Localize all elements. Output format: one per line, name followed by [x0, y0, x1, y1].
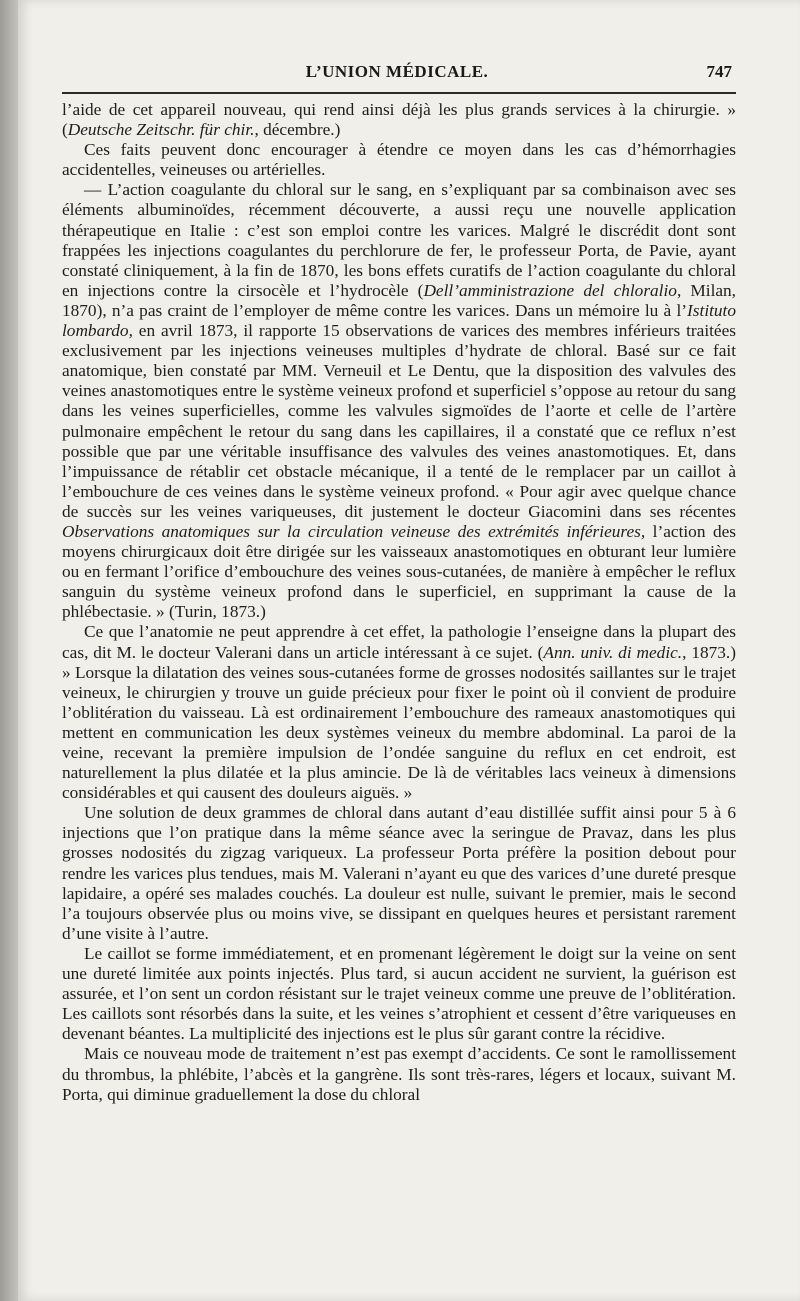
- text-segment: en avril 1873, il rapporte 15 observations de varices des membres inférieurs traitées exclusivement par les injections veineuses multiples d’hydrate de chloral. Basé sur ce fait anatomique, bien constaté par MM. Verneuil et Le Dentu, que la disposition des valvules des veines anastomotiques entre le système veineux profond et superficiel s’oppose au retour du sang dans les veines superficielles, comme les valvules sigmoïdes de l’aorte et celle de l’artère pulmonaire empêchent le retour du sang dans les capillaires, il a constaté que ce reflux n’est possible que par une véritable insuffisance des valvules des veines anastomotiques. Et, dans l’impuissance de rétablir cet obstacle mécanique, il a tenté de le remplacer par un caillot à l’embouchure de ces veines dans le système veineux profond. « Pour agir avec quelque chance de succès sur les veines variqueuses, dit justement le docteur Giacomini dans ses récentes: [62, 321, 736, 521]
- paragraph: [62, 180, 736, 622]
- text-segment: Ces faits peuvent donc encourager à étendre ce moyen dans les cas d’hémorrhagies accidentelles, veineuses ou artérielles.: [62, 140, 736, 180]
- page-number: 747: [706, 62, 732, 81]
- text-segment: Le caillot se forme immédiatement, et en promenant légèrement le doigt sur la veine on sent une dureté limitée aux points injectés. Plus tard, si aucun accident ne survient, la guérison est assurée, et l’on sent un cordon résistant sur le trajet veineux comme une preuve de l’oblitération. Les caillots sont résorbés dans la suite, et les veines s’atrophient et cessent d’être variqueuses en devenant béantes. La multiplicité des injections est le plus sûr garant contre la récidive.: [62, 943, 736, 1044]
- italic-citation: Istituto lombardo,: [62, 300, 736, 341]
- text-segment: , 1873.) » Lorsque la dilatation des veines sous-cutanées forme de grosses nodosités saillantes sur le trajet veineux, le chirurgien y trouve un guide précieux pour fixer le point où il convient de produire l’oblitération du vaisseau. Là est ordinairement l’embouchure des rameaux anastomotiques qui mettent en communication les deux systèmes veineux du membre abdominal. La paroi de la veine, recevant la première impulsion de l’ondée sanguine du reflux en cet endroit, est naturellement la plus dilatée et la plus amincie. De là de véritables lacs veineux à dimensions considérables et qui causent des douleurs aiguës. »: [62, 642, 736, 803]
- paragraph: [62, 140, 736, 180]
- text-segment: Mais ce nouveau mode de traitement n’est pas exempt d’accidents. Ce sont le ramollissement du thrombus, la phlébite, l’abcès et la gangrène. Ils sont très-rares, légers et locaux, suivant M. Porta, qui diminue graduellement la dose du chloral: [62, 1044, 736, 1104]
- paragraph: [62, 803, 736, 944]
- italic-citation: Observations anatomiques sur la circulation veineuse des extrémités inférieures,: [62, 521, 646, 541]
- text-segment: , décembre.): [254, 120, 341, 140]
- paragraph: [62, 622, 736, 803]
- text-segment: l’action des moyens chirurgicaux doit être dirigée sur les vaisseaux anastomotiques en obturant leur lumière ou en fermant l’orifice d’embouchure des veines sous-cutanées, de manière à empêcher le reflux sanguin du système veineux profond dans le superficiel, en supprimant la cause de la phlébectasie. » (Turin, 1873.): [62, 521, 736, 622]
- paragraph: [62, 100, 736, 140]
- text-segment: Une solution de deux grammes de chloral dans autant d’eau distillée suffit ainsi pour 5 à 6 injections que l’on pratique dans la même séance avec la seringue de Pravaz, dans les plus grosses nodosités du zigzag variqueux. La professeur Porta préfère la position debout pour rendre les varices plus tendues, mais M. Valerani n’ayant eu que des varices d’une dureté presque lapidaire, a opéré ses malades couchés. La douleur est nulle, suivant le premier, mais le second l’a toujours observée plus ou moins vive, se dissipant en quelques heures et persistant rarement d’une visite à l’autre.: [62, 803, 736, 943]
- text-segment: l’aide de cet appareil nouveau, qui rend ainsi déjà les plus grands services à la chirurgie. » (: [62, 100, 736, 140]
- header-rule: [62, 92, 736, 94]
- text-segment: , Milan, 1870), n’a pas craint de l’employer de même contre les varices. Dans un mémoire lu à l’: [62, 280, 736, 320]
- body-text: [62, 100, 736, 1105]
- italic-citation: Dell’amministrazione del chloralio: [423, 280, 677, 300]
- running-header: [62, 58, 732, 92]
- paragraph: [62, 944, 736, 1044]
- paragraph: [62, 1044, 736, 1104]
- text-segment: Ce que l’anatomie ne peut apprendre à cet effet, la pathologie l’enseigne dans la plupart des cas, dit M. le docteur Valerani dans un article intéressant à ce sujet. (: [62, 622, 736, 662]
- italic-citation: Ann. univ. di medic.: [543, 642, 683, 662]
- journal-title: L’UNION MÉDICALE.: [305, 62, 489, 81]
- italic-citation: Deutsche Zeitschr. für chir.: [67, 120, 255, 140]
- text-segment: — L’action coagulante du chloral sur le sang, en s’expliquant par sa combinaison avec ses éléments albuminoïdes, récemment découverte, a aussi reçu une nouvelle application thérapeutique en Italie : c’est son emploi contre les varices. Malgré le discrédit dont sont frappées les injections coagulantes du perchlorure de fer, le professeur Porta, de Pavie, ayant constaté cliniquement, à la fin de 1870, les bons effets curatifs de l’action coagulante du chloral en injections contre la cirsocèle et l’hydrocèle (: [62, 180, 736, 300]
- book-spine-shadow: [0, 0, 18, 1301]
